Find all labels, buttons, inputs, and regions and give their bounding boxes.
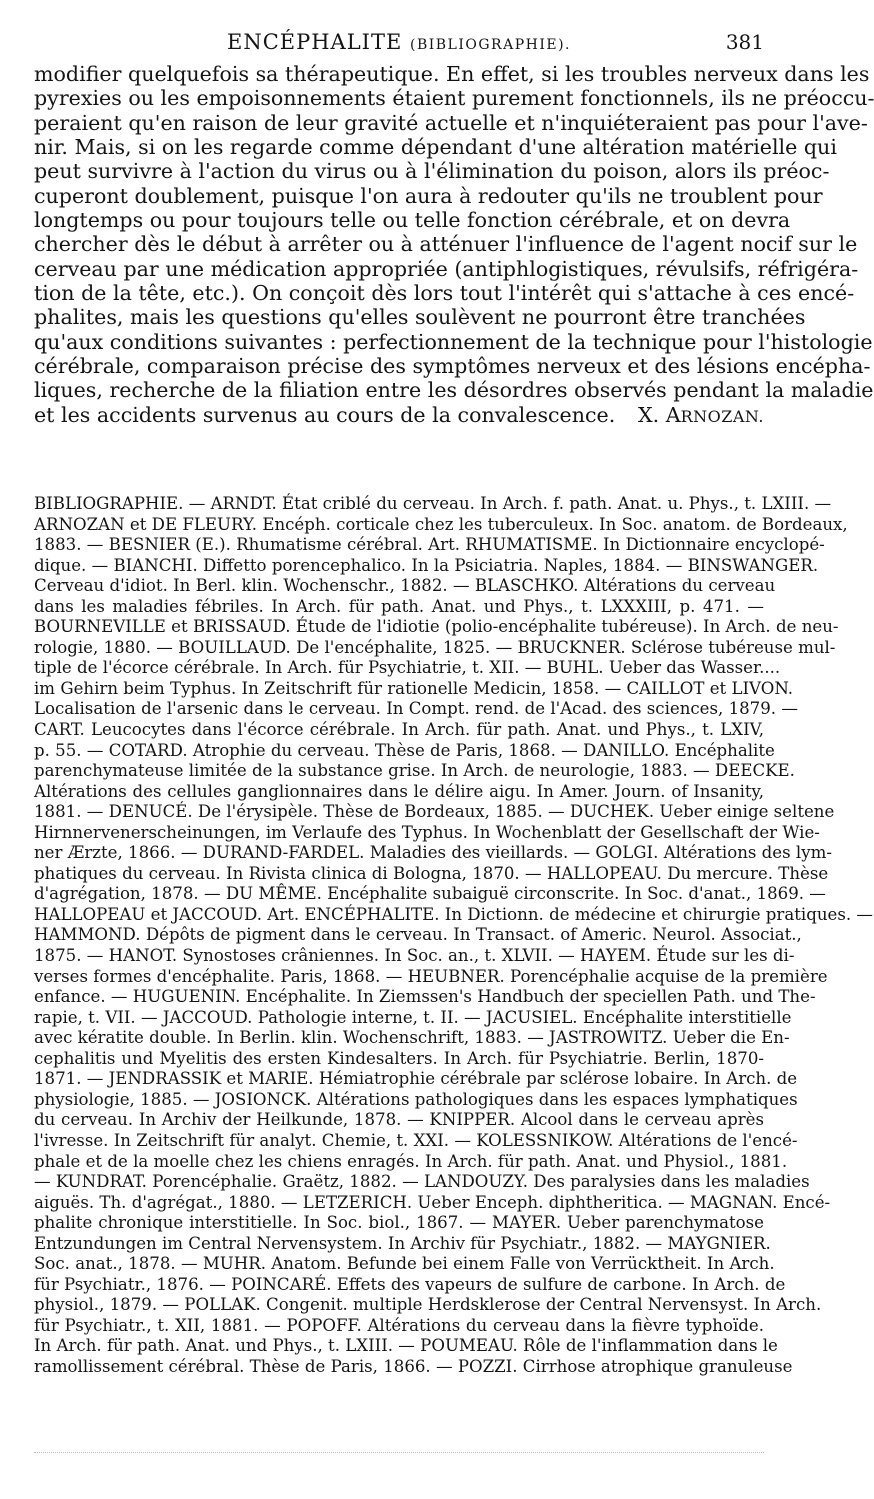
- body-line: cérébrale, comparaison précise des symptômes nerveux et des lésions encépha-: [34, 354, 871, 379]
- bibliography-line: phale et de la moelle chez les chiens enragés. In Arch. für path. Anat. und Physiol., 1881.: [34, 1151, 788, 1171]
- signature-initial: X.: [637, 402, 660, 427]
- bibliography-line: physiol., 1879. — POLLAK. Congenit. multiple Herdsklerose der Central Nervensyst. In Arch.: [34, 1295, 822, 1315]
- author-signature: [638, 403, 764, 429]
- footer-rule: [34, 1452, 764, 1453]
- bibliography-line: Altérations des cellules ganglionnaires dans le délire aigu. In Amer. Journ. of Insanity,: [34, 781, 764, 801]
- bibliography-line: du cerveau. In Archiv der Heilkunde, 1878. — KNIPPER. Alcool dans le cerveau après: [34, 1110, 764, 1130]
- bibliography-line: verses formes d'encéphalite. Paris, 1868. — HEUBNER. Porencéphalie acquise de la première: [34, 966, 828, 986]
- bibliography-line: dique. — BIANCHI. Diffetto porencephalico. In la Psiciatria. Naples, 1884. — BINSWANGER.: [34, 555, 819, 575]
- bibliography-line: für Psychiatr., t. XII, 1881. — POPOFF. Altérations du cerveau dans la fièvre typhoïde.: [34, 1315, 764, 1335]
- body-line: peraient qu'en raison de leur gravité actuelle et n'inquiéteraient pas pour l'ave-: [34, 110, 868, 135]
- body-line: tion de la tête, etc.). On conçoit dès lors tout l'intérêt qui s'attache à ces encé-: [34, 281, 855, 306]
- bibliography-line: Hirnnervenerscheinungen, im Verlaufe des Typhus. In Wochenblatt der Gesellschaft der Wie-: [34, 822, 820, 842]
- body-paragraph: [34, 62, 874, 429]
- bibliography-line: d'agrégation, 1878. — DU MÊME. Encéphalite subaiguë circonscrite. In Soc. d'anat., 1869. —: [34, 884, 826, 904]
- bibliography-line: ramollissement cérébral. Thèse de Paris, 1866. — POZZI. Cirrhose atrophique granuleuse: [34, 1356, 793, 1376]
- bibliography-line: In Arch. für path. Anat. und Phys., t. LXIII. — POUMEAU. Rôle de l'inflammation dans le: [34, 1336, 778, 1356]
- bibliography-line: enfance. — HUGUENIN. Encéphalite. In Ziemssen's Handbuch der speciellen Path. und The-: [34, 987, 816, 1007]
- body-line: qu'aux conditions suivantes : perfectionnement de la technique pour l'histologie: [34, 329, 873, 354]
- bibliography-line: tiple de l'écorce cérébrale. In Arch. für Psychiatrie, t. XII. — BUHL. Ueber das Wasser....: [34, 658, 781, 678]
- body-line: peut survivre à l'action du virus ou à l'élimination du poison, alors ils préoc-: [34, 159, 830, 184]
- body-line: modifier quelquefois sa thérapeutique. En effet, si les troubles nerveux dans les: [34, 62, 870, 86]
- bibliography-line: 1875. — HANOT. Synostoses crâniennes. In Soc. an., t. XLVII. — HAYEM. Étude sur les di-: [34, 946, 795, 966]
- bibliography-line: für Psychiatr., 1876. — POINCARÉ. Effets des vapeurs de sulfure de carbone. In Arch. de: [34, 1274, 786, 1294]
- page-number: 381: [725, 30, 764, 54]
- body-line: cerveau par une médication appropriée (antiphlogistiques, révulsifs, réfrigéra-: [34, 256, 859, 281]
- bibliography-line: phatiques du cerveau. In Rivista clinica di Bologna, 1870. — HALLOPEAU. Du mercure. Thèse: [34, 863, 829, 883]
- signature-first-letter: A: [665, 402, 681, 427]
- body-line: nir. Mais, si on les regarde comme dépendant d'une altération matérielle qui: [34, 135, 837, 160]
- bibliography-line: 1881. — DENUCÉ. De l'érysipèle. Thèse de Bordeaux, 1885. — DUCHEK. Ueber einige seltene: [34, 802, 835, 822]
- bibliography-line: BIBLIOGRAPHIE. — ARNDT. État criblé du cerveau. In Arch. f. path. Anat. u. Phys., t. LXIII. —: [34, 494, 832, 513]
- bibliography-line: im Gehirn beim Typhus. In Zeitschrift für rationelle Medicin, 1858. — CAILLOT et LIVON.: [34, 678, 794, 698]
- bibliography-line: rologie, 1880. — BOUILLAUD. De l'encéphalite, 1825. — BRUCKNER. Sclérose tubéreuse mul-: [34, 637, 836, 657]
- bibliography-line: ARNOZAN et DE FLEURY. Encéph. corticale chez les tuberculeux. In Soc. anatom. de Bordeaux,: [34, 514, 848, 534]
- bibliography-line: Entzundungen im Central Nervensystem. In Archiv für Psychiatr., 1882. — MAYGNIER.: [34, 1233, 771, 1253]
- body-line: chercher dès le début à arrêter ou à atténuer l'influence de l'agent nocif sur le: [34, 232, 858, 257]
- bibliography-line: HAMMOND. Dépôts de pigment dans le cerveau. In Transact. of Americ. Neurol. Associat.,: [34, 925, 802, 945]
- bibliography-line: CART. Leucocytes dans l'écorce cérébrale. In Arch. für path. Anat. und Phys., t. LXIV,: [34, 720, 764, 740]
- body-line: liques, recherche de la filiation entre les désordres observés pendant la maladie: [34, 378, 874, 403]
- body-line: cuperont doublement, puisque l'on aura à redouter qu'ils ne troublent pour: [34, 183, 823, 208]
- bibliography-line: 1871. — JENDRASSIK et MARIE. Hémiatrophie cérébrale par sclérose lobaire. In Arch. de: [34, 1069, 798, 1089]
- bibliography-line: 1883. — BESNIER (E.). Rhumatisme cérébral. Art. RHUMATISME. In Dictionnaire encyclopé-: [34, 535, 825, 555]
- bibliography-line: p. 55. — COTARD. Atrophie du cerveau. Thèse de Paris, 1868. — DANILLO. Encéphalite: [34, 740, 775, 760]
- header-title-sub: (BIBLIOGRAPHIE).: [409, 37, 571, 53]
- bibliography-line: physiologie, 1885. — JOSIONCK. Altérations pathologiques dans les espaces lymphatiques: [34, 1089, 798, 1109]
- body-last-line-text: et les accidents survenus au cours de la convalescence.: [34, 402, 616, 427]
- bibliography-line: aiguës. Th. d'agrégat., 1880. — LETZERICH. Ueber Enceph. diphtheritica. — MAGNAN. Encé-: [34, 1192, 831, 1212]
- bibliography-line: — KUNDRAT. Porencéphalie. Graëtz, 1882. — LANDOUZY. Des paralysies dans les maladies: [34, 1172, 810, 1192]
- bibliography-line: Soc. anat., 1878. — MUHR. Anatom. Befunde bei einem Falle von Verrücktheit. In Arch.: [34, 1254, 775, 1274]
- bibliography-line: ner Ærzte, 1866. — DURAND-FARDEL. Maladies des vieillards. — GOLGI. Altérations des lym-: [34, 843, 832, 863]
- body-last-line: [34, 403, 764, 427]
- bibliography-line: cephalitis und Myelitis des ersten Kindesalters. In Arch. für Psychiatrie. Berlin, 1870-: [34, 1048, 764, 1068]
- bibliography-line: BOURNEVILLE et BRISSAUD. Étude de l'idiotie (polio-encéphalite tubéreuse). In Arch. de neu-: [34, 617, 839, 637]
- bibliography-line: phalite chronique interstitielle. In Soc. biol., 1867. — MAYER. Ueber parenchymatose: [34, 1213, 764, 1233]
- running-header: [34, 30, 764, 56]
- running-title: [34, 30, 764, 54]
- header-title: ENCÉPHALITE: [227, 30, 403, 54]
- bibliography: [34, 494, 874, 1378]
- bibliography-line: dans les maladies fébriles. In Arch. für path. Anat. und Phys., t. LXXXIII, p. 471. —: [34, 596, 764, 616]
- signature-rest: RNOZAN.: [680, 406, 764, 426]
- bibliography-line: l'ivresse. In Zeitschrift für analyt. Chemie, t. XXI. — KOLESSNIKOW. Altérations de l'encé-: [34, 1130, 798, 1150]
- bibliography-line: Cerveau d'idiot. In Berl. klin. Wochenschr., 1882. — BLASCHKO. Altérations du cerveau: [34, 576, 776, 596]
- body-line: longtemps ou pour toujours telle ou telle fonction cérébrale, et on devra: [34, 208, 791, 233]
- bibliography-line: HALLOPEAU et JACCOUD. Art. ENCÉPHALITE. In Dictionn. de médecine et chirurgie pratiques. —: [34, 904, 874, 924]
- bibliography-line: rapie, t. VII. — JACCOUD. Pathologie interne, t. II. — JACUSIEL. Encéphalite interstitielle: [34, 1007, 792, 1027]
- bibliography-line: Localisation de l'arsenic dans le cerveau. In Compt. rend. de l'Acad. des sciences, 1879. —: [34, 699, 798, 719]
- bibliography-line: avec kératite double. In Berlin. klin. Wochenschrift, 1883. — JASTROWITZ. Ueber die En-: [34, 1028, 790, 1048]
- body-line: pyrexies ou les empoisonnements étaient purement fonctionnels, ils ne préoccu-: [34, 86, 874, 111]
- body-line: phalites, mais les questions qu'elles soulèvent ne pourront être tranchées: [34, 305, 806, 330]
- bibliography-line: parenchymateuse limitée de la substance grise. In Arch. de neurologie, 1883. — DEECKE.: [34, 761, 795, 781]
